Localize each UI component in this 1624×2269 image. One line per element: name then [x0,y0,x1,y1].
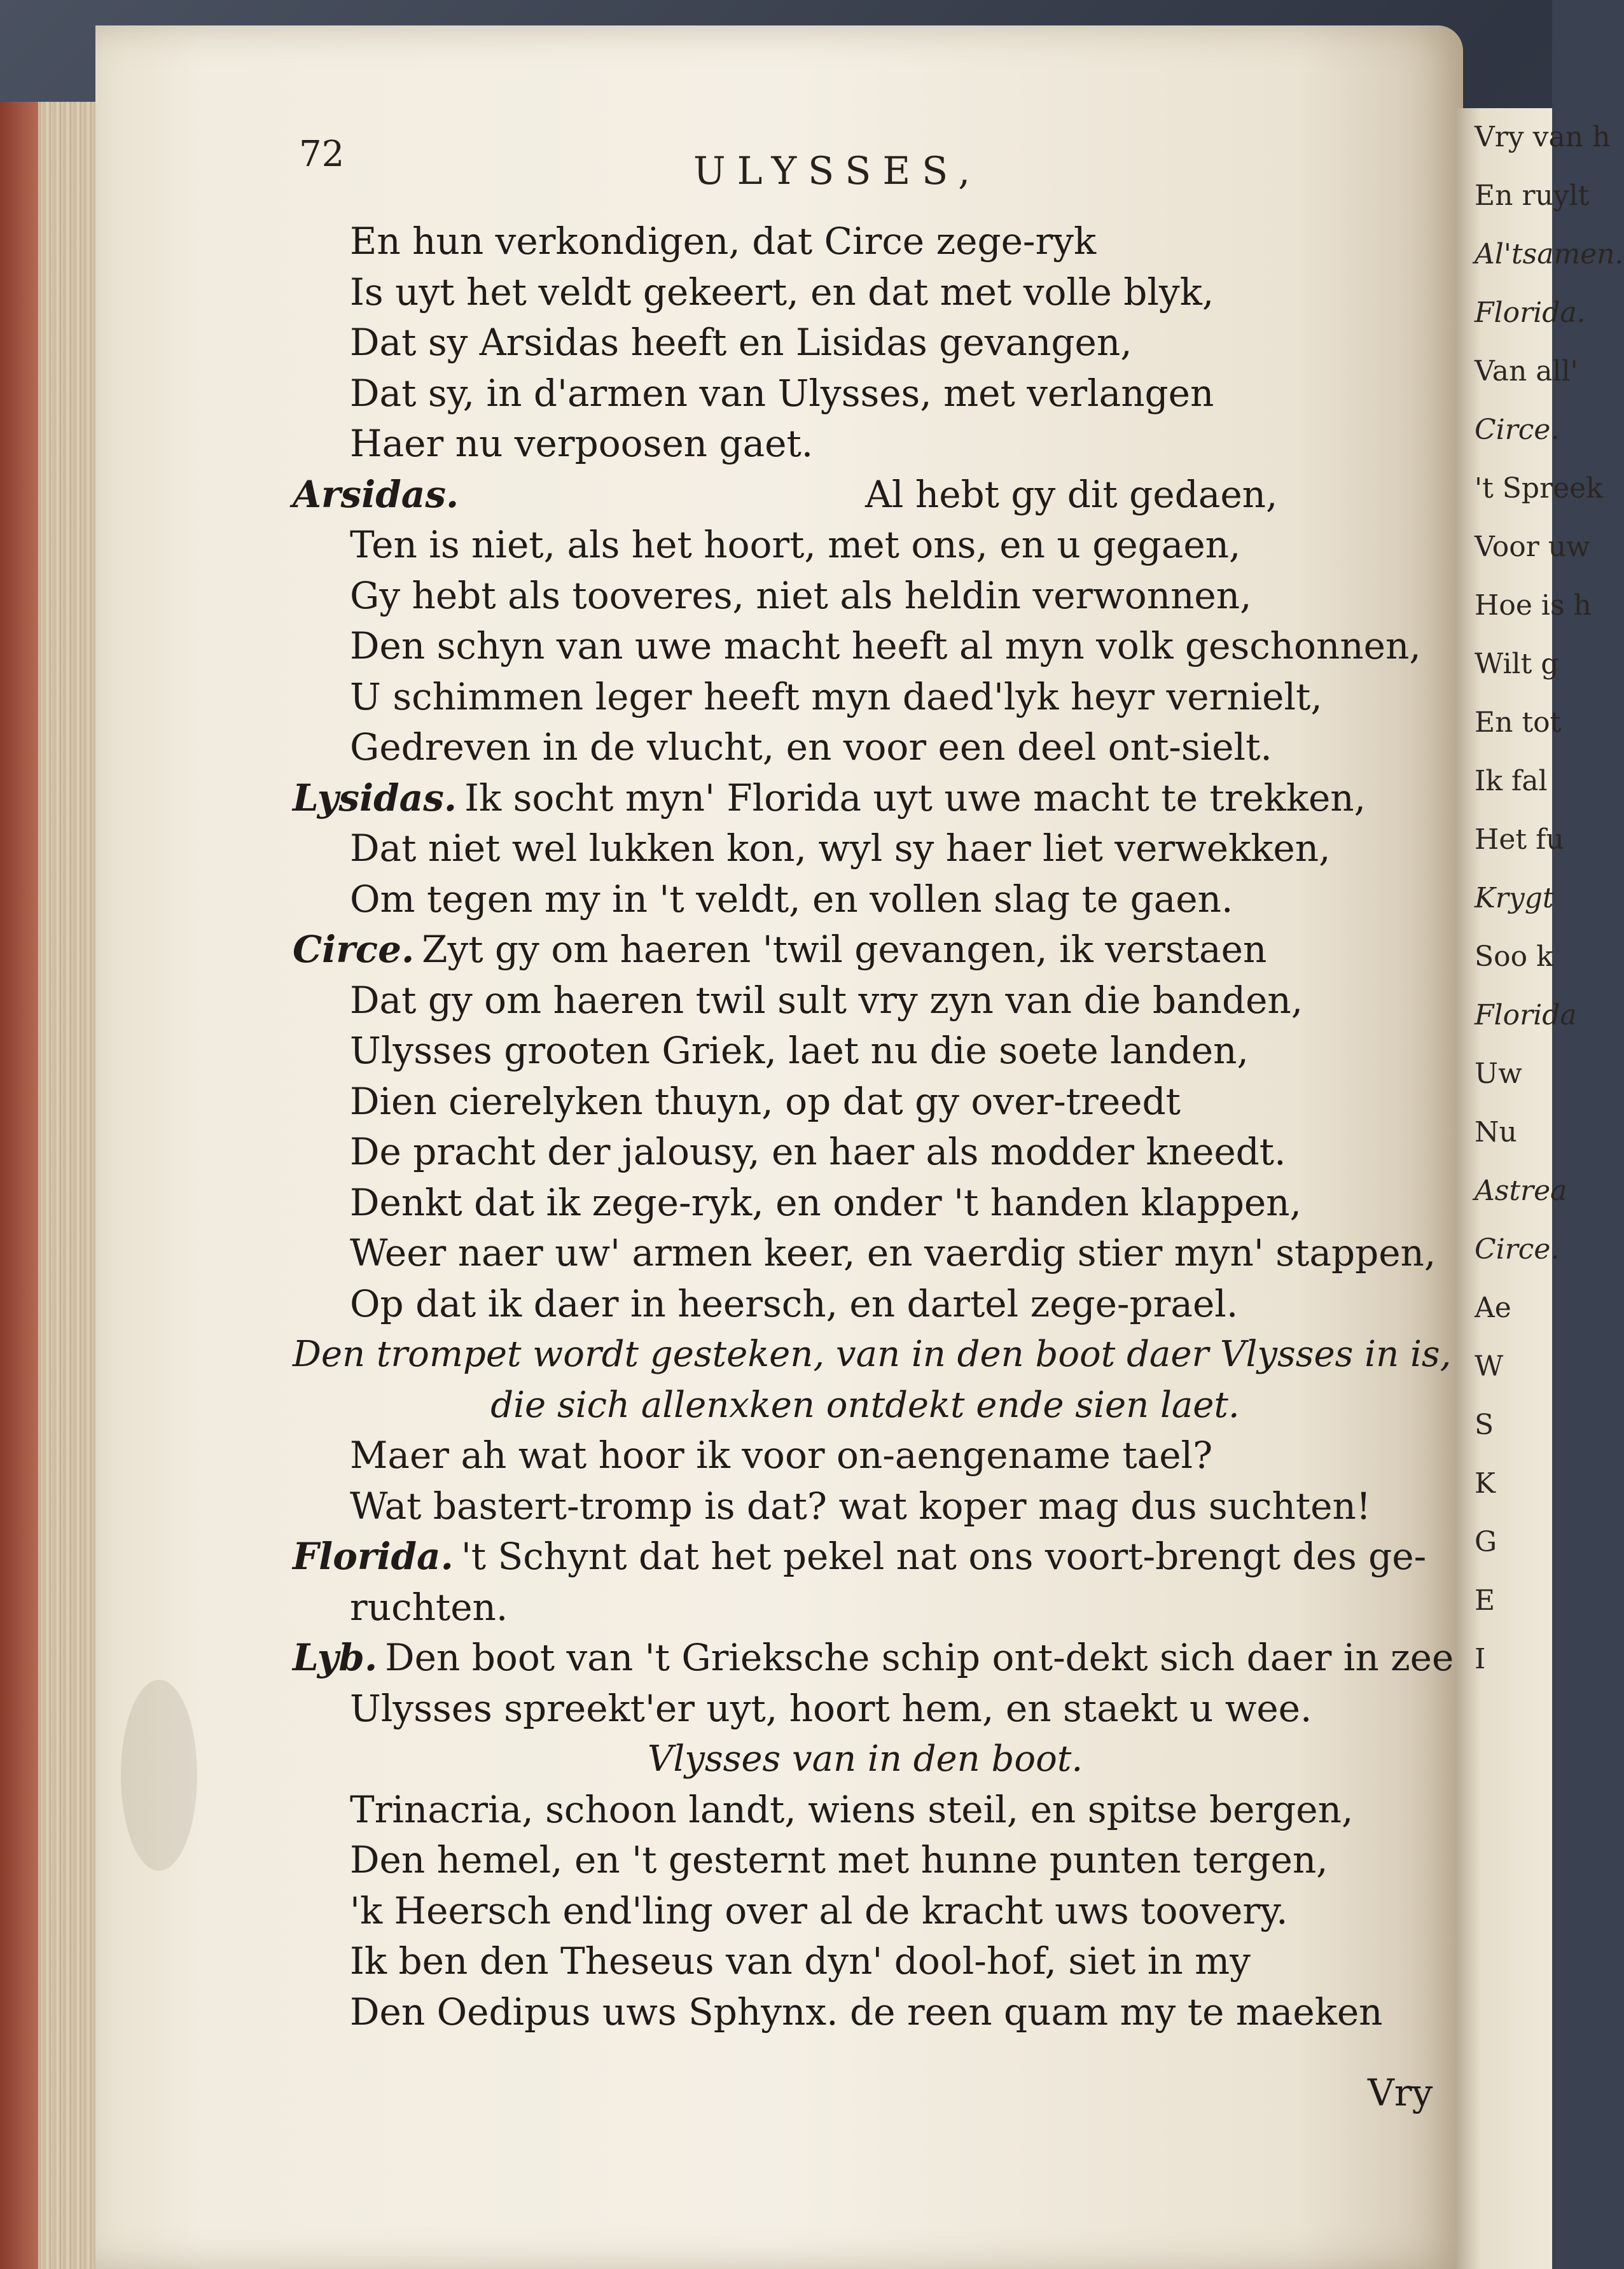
verse-line [293,722,1476,773]
next-page-fragment: En tot [1475,706,1562,739]
next-page-fragment: W [1475,1350,1504,1383]
verse-line [293,571,1476,622]
verse-line [293,1582,1476,1633]
stage-direction-text: Den trompet wordt gesteken, van in den boot daer Vlysses in is, [293,1334,1452,1375]
verse-text: Den boot van 't Griekschе schip ont-dekt sich daer in zee [385,1636,1454,1679]
next-page-fragment: Ik fal [1475,765,1548,797]
next-page-fragment: S [1475,1409,1494,1441]
verse-line [293,419,1476,470]
verse-line [293,925,1476,975]
speaker-name: Lyb. [293,1636,378,1679]
verse-text: Al hebt gy dit gedaen, [865,472,1278,516]
verse-text: 'k Heersch end'ling over al de kracht uws toovery. [350,1889,1288,1932]
next-page-fragment: Wilt g [1475,648,1559,680]
verse-line [293,1228,1476,1279]
verse-text: Op dat ik daer in heersch, en dartel zege-prael. [350,1281,1239,1325]
verse-text: Ik socht myn' Florida uyt uwe macht te trekken, [464,776,1366,820]
stage-direction-text: Vlysses van in den boot. [647,1738,1083,1780]
verse-line [293,267,1476,318]
verse-text: Wat bastert-tromp is dat? wat koper mag dus suchten! [350,1484,1371,1528]
next-page-fragment: Uw [1475,1058,1522,1090]
verse-line [293,672,1476,723]
speaker-name: Lysidas. [293,776,457,820]
verse-text: Weer naer uw' armen keer, en vaerdig stier myn' stappen, [350,1231,1436,1274]
running-title: ULYSSES, [693,149,982,193]
verse-line [293,1785,1476,1836]
verse-text: ruchten. [350,1585,508,1629]
verse-text: Dien cierelyken thuyn, op dat gy over-treedt [350,1079,1181,1123]
verse-text: Ik ben den Theseus van dyn' dool-hof, siet in my [350,1939,1251,1983]
page-edges-red [0,102,38,2269]
verse-line [293,1077,1476,1128]
page-number: 72 [299,134,345,175]
verse-line [293,1886,1476,1937]
verse-text: Ten is niet, als het hoort, met ons, en u gegaen, [350,523,1241,566]
verse-text: 't Schynt dat het pekel nat ons voort-brengt des ge- [461,1535,1427,1578]
verse-line [293,823,1476,874]
verse-line [293,975,1476,1026]
next-page-fragment: Florida [1475,999,1577,1031]
speaker-name: Arsidas. [293,472,459,516]
stage-direction-text: die sich allenxken ontdekt ende sien laet. [490,1384,1240,1426]
next-page-fragment: Circe. [1475,414,1560,446]
catchword: Vry [1368,2071,1433,2114]
verse-text: Denkt dat ik zege-ryk, en onder 't handen klappen, [350,1180,1301,1224]
verse-line [293,1481,1476,1532]
next-page-fragment: Krygt [1475,882,1554,914]
verse-line [293,318,1476,368]
next-page-fragment: K [1475,1467,1496,1500]
verse-text: Dat gy om haeren twil sult vry zyn van die banden, [350,978,1303,1022]
verse-text: Den hemel, en 't gesternt met hunne punten tergen, [350,1838,1328,1882]
verse-line [293,1987,1476,2038]
verse-text: Om tegen my in 't veldt, en vollen slag te gaen. [350,877,1233,921]
verse-text: Trinacria, schoon landt, wiens steil, en spitse bergen, [350,1787,1354,1831]
verse-text: En hun verkondigen, dat Circe zege-ryk [350,220,1097,263]
verse-line [293,1178,1476,1229]
next-page-fragment: G [1475,1526,1497,1558]
verse-line [293,1835,1476,1886]
verse-line [293,470,1476,520]
next-page-fragment: Voor uw [1475,531,1590,563]
stage-direction [293,1734,1476,1785]
verse-text: Ulysses grooten Griek, laet nu die soete landen, [350,1029,1249,1072]
speaker-name: Florida. [293,1535,454,1578]
verse-line [293,621,1476,672]
verse-text: Haer nu verpoosen gaet. [350,422,814,465]
verse-text: Ulysses spreekt'er uyt, hoort hem, en staekt u wee. [350,1686,1312,1730]
next-page-fragment: E [1475,1584,1496,1617]
next-page-fragment: Circe. [1475,1233,1560,1266]
verse-line [293,520,1476,571]
verse-text: Zyt gy om haeren 'twil gevangen, ik verstaen [422,928,1267,971]
verse-line [293,1026,1476,1077]
verse-line [293,216,1476,267]
verse-text: Maer ah wat hoor ik voor on-aengename tael? [350,1434,1213,1477]
stage-direction [293,1380,1476,1431]
next-page-fragment: Al'tsamen. [1475,238,1624,270]
next-page-fragment: Het fu [1475,823,1564,856]
verse-text: Gedreven in de vlucht, en voor een deel ont-sielt. [350,725,1272,769]
next-page-fragment: Soo k [1475,940,1553,973]
verse-lines [293,216,1476,2037]
next-page-fragment: Ae [1475,1292,1511,1324]
verse-text: De pracht der jalousy, en haer als modder kneedt. [350,1130,1286,1173]
next-page-fragment: Nu [1475,1116,1517,1148]
page-header [299,134,1469,204]
next-page-fragment: 't Spreek [1475,472,1603,505]
verse-text: Gy hebt als tooveres, niet als heldin verwonnen, [350,573,1252,617]
verse-text: Dat sy, in d'armen van Ulysses, met verlangen [350,371,1214,415]
next-page-fragment: Vry van h [1475,121,1611,153]
next-page-fragment: Astrea [1475,1175,1567,1207]
next-page-fragment: Hoe is h [1475,589,1592,622]
verse-line [293,1127,1476,1178]
verse-line [293,1532,1476,1582]
next-page-fragment: Florida. [1475,297,1586,329]
next-page-fragment: Van all' [1475,355,1578,387]
verse-line [293,1430,1476,1481]
speaker-name: Circe. [293,928,415,971]
verse-text: Dat niet wel lukken kon, wyl sy haer liet verwekken, [350,827,1331,870]
verse-text: Dat sy Arsidas heeft en Lisidas gevangen, [350,321,1132,364]
verse-text: Is uyt het veldt gekeert, en dat met volle blyk, [350,270,1214,314]
verse-line [293,1936,1476,1987]
page-stain [121,1680,197,1871]
verse-line [293,1684,1476,1735]
verse-text: Den schyn van uwe macht heeft al myn volk geschonnen, [350,624,1421,667]
verse-text: U schimmen leger heeft myn daed'lyk heyr vernielt, [350,674,1322,718]
stage-direction [293,1329,1476,1380]
next-page-fragment: En ruylt [1475,179,1590,212]
verse-line [293,368,1476,419]
verse-line [293,874,1476,925]
next-page-fragment: I [1475,1643,1486,1675]
verse-line [293,1633,1476,1684]
verse-text: Den Oedipus uws Sphynx. de reen quam my te maeken [350,1990,1383,2034]
verse-line [293,1279,1476,1330]
verse-line [293,773,1476,824]
